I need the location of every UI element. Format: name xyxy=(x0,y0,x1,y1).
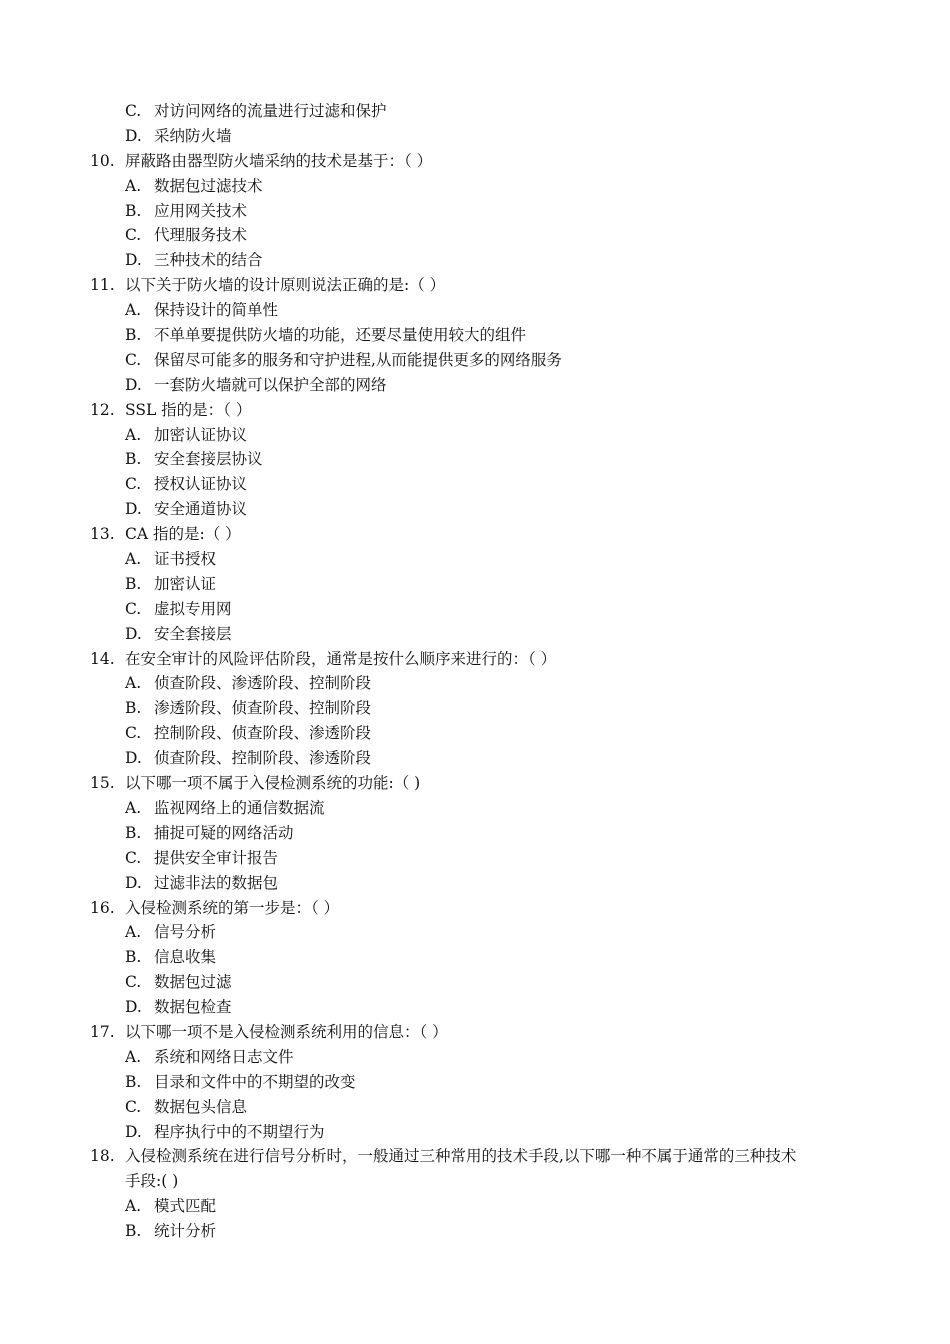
option-letter: A. xyxy=(125,674,142,693)
option-line xyxy=(0,597,950,622)
option-letter: B. xyxy=(125,201,142,220)
option-letter: D. xyxy=(125,998,142,1017)
option-text: 模式匹配 xyxy=(154,1197,217,1216)
option-text: 监视网络上的通信数据流 xyxy=(154,798,325,817)
option-line xyxy=(0,1219,950,1244)
option-letter: C. xyxy=(125,475,142,494)
option-line xyxy=(0,746,950,771)
option-line xyxy=(0,796,950,821)
option-line xyxy=(0,373,950,398)
question-number: 18. xyxy=(90,1147,115,1166)
option-line xyxy=(0,671,950,696)
option-text: 保留尽可能多的服务和守护进程,从而能提供更多的网络服务 xyxy=(154,350,562,369)
question-text: 在安全审计的风险评估阶段，通常是按什么顺序来进行的：（ ） xyxy=(125,649,557,668)
option-line xyxy=(0,497,950,522)
option-letter: C. xyxy=(125,1097,142,1116)
question-text: SSL 指的是：（ ） xyxy=(125,400,252,419)
option-text: 信号分析 xyxy=(154,923,217,942)
option-line xyxy=(0,970,950,995)
option-letter: A. xyxy=(125,176,142,195)
option-letter: B. xyxy=(125,450,142,469)
option-text: 目录和文件中的不期望的改变 xyxy=(154,1072,356,1091)
option-text: 捕捉可疑的网络活动 xyxy=(154,823,294,842)
question-text: 以下哪一项不属于入侵检测系统的功能:（ ) xyxy=(125,774,421,793)
question-number: 17. xyxy=(90,1022,115,1041)
option-text: 安全套接层 xyxy=(154,624,232,643)
option-letter: B. xyxy=(125,823,142,842)
option-text: 侦查阶段、控制阶段、渗透阶段 xyxy=(154,749,372,768)
option-text: 对访问网络的流量进行过滤和保护 xyxy=(154,102,387,120)
option-line xyxy=(0,323,950,348)
option-letter: C. xyxy=(125,599,142,618)
question-number: 13. xyxy=(90,525,115,544)
question-line xyxy=(0,149,950,174)
option-letter: B. xyxy=(125,699,142,718)
option-line xyxy=(0,1194,950,1219)
option-line xyxy=(0,298,950,323)
option-letter: A. xyxy=(125,301,142,320)
option-letter: A. xyxy=(125,798,142,817)
option-text: 渗透阶段、侦查阶段、控制阶段 xyxy=(154,699,372,718)
option-text: 系统和网络日志文件 xyxy=(154,1047,294,1066)
option-line xyxy=(0,821,950,846)
option-text: 数据包检查 xyxy=(154,998,232,1017)
question-number: 10. xyxy=(90,151,115,170)
option-line xyxy=(0,199,950,224)
option-letter: B. xyxy=(125,1072,142,1091)
option-letter: C. xyxy=(125,350,142,369)
option-text: 安全套接层协议 xyxy=(154,450,263,469)
option-letter: D. xyxy=(125,375,142,394)
question-text: 入侵检测系统的第一步是：（ ） xyxy=(125,898,340,917)
option-line xyxy=(0,1095,950,1120)
option-letter: C. xyxy=(125,973,142,992)
question-number: 11. xyxy=(90,276,115,295)
option-letter: A. xyxy=(125,923,142,942)
question-text-continuation: 手段:( ) xyxy=(125,1172,179,1191)
question-line xyxy=(0,771,950,796)
option-text: 统计分析 xyxy=(154,1222,217,1241)
option-line xyxy=(0,447,950,472)
option-letter: A. xyxy=(125,550,142,569)
option-letter: D. xyxy=(125,126,142,145)
question-line xyxy=(0,1020,950,1045)
question-text: 以下哪一项不是入侵检测系统利用的信息：（ ） xyxy=(125,1022,448,1041)
option-letter: B. xyxy=(125,1222,142,1241)
option-line xyxy=(0,572,950,597)
question-text: 屏蔽路由器型防火墙采纳的技术是基于：（ ） xyxy=(125,151,433,170)
option-line xyxy=(0,1045,950,1070)
option-text: 提供安全审计报告 xyxy=(154,848,279,867)
option-line xyxy=(0,99,950,124)
option-line xyxy=(0,223,950,248)
option-line xyxy=(0,174,950,199)
question-number: 12. xyxy=(90,400,115,419)
option-letter: D. xyxy=(125,624,142,643)
option-letter: D. xyxy=(125,873,142,892)
option-text: 数据包头信息 xyxy=(154,1097,248,1116)
option-letter: D. xyxy=(125,251,142,270)
option-letter: A. xyxy=(125,1047,142,1066)
option-line xyxy=(0,995,950,1020)
option-text: 授权认证协议 xyxy=(154,475,248,494)
option-line xyxy=(0,348,950,373)
option-letter: D. xyxy=(125,1122,142,1141)
option-letter: C. xyxy=(125,226,142,245)
option-letter: A. xyxy=(125,1197,142,1216)
option-text: 代理服务技术 xyxy=(154,226,248,245)
question-line xyxy=(0,398,950,423)
option-line xyxy=(0,696,950,721)
option-text: 加密认证协议 xyxy=(154,425,248,444)
document-page xyxy=(0,99,950,1244)
option-text: 一套防火墙就可以保护全部的网络 xyxy=(154,375,387,394)
option-line xyxy=(0,721,950,746)
question-line xyxy=(0,273,950,298)
option-letter: B. xyxy=(125,326,142,345)
option-text: 证书授权 xyxy=(154,550,217,569)
question-continuation-line xyxy=(0,1169,950,1194)
question-text: 以下关于防火墙的设计原则说法正确的是:（ ） xyxy=(125,276,446,295)
option-letter: D. xyxy=(125,749,142,768)
option-text: 加密认证 xyxy=(154,574,217,593)
question-line xyxy=(0,896,950,921)
option-text: 程序执行中的不期望行为 xyxy=(154,1122,325,1141)
option-text: 过滤非法的数据包 xyxy=(154,873,279,892)
option-line xyxy=(0,1120,950,1145)
option-line xyxy=(0,472,950,497)
option-line xyxy=(0,871,950,896)
option-text: 数据包过滤技术 xyxy=(154,176,263,195)
option-letter: C. xyxy=(125,848,142,867)
question-text: CA 指的是:（ ） xyxy=(125,525,241,544)
option-text: 保持设计的简单性 xyxy=(154,301,279,320)
option-line xyxy=(0,124,950,149)
option-letter: B. xyxy=(125,948,142,967)
option-text: 采纳防火墙 xyxy=(154,126,232,145)
question-line xyxy=(0,1144,950,1169)
option-text: 不单单要提供防火墙的功能，还要尽量使用较大的组件 xyxy=(154,326,527,345)
option-text: 应用网关技术 xyxy=(154,201,248,220)
option-letter: A. xyxy=(125,425,142,444)
option-text: 侦查阶段、渗透阶段、控制阶段 xyxy=(154,674,372,693)
option-text: 安全通道协议 xyxy=(154,500,248,519)
question-line xyxy=(0,522,950,547)
question-number: 15. xyxy=(90,774,115,793)
question-text: 入侵检测系统在进行信号分析时，一般通过三种常用的技术手段,以下哪一种不属于通常的三种技术 xyxy=(125,1147,797,1166)
option-letter: D. xyxy=(125,500,142,519)
option-text: 虚拟专用网 xyxy=(154,599,232,618)
option-letter: B. xyxy=(125,574,142,593)
question-number: 14. xyxy=(90,649,115,668)
option-line xyxy=(0,1070,950,1095)
option-line xyxy=(0,547,950,572)
option-letter: C. xyxy=(125,724,142,743)
option-letter: C. xyxy=(125,102,142,120)
option-line xyxy=(0,945,950,970)
option-line xyxy=(0,846,950,871)
option-text: 控制阶段、侦查阶段、渗透阶段 xyxy=(154,724,372,743)
option-line xyxy=(0,248,950,273)
option-text: 数据包过滤 xyxy=(154,973,232,992)
option-line xyxy=(0,920,950,945)
option-text: 三种技术的结合 xyxy=(154,251,263,270)
option-line xyxy=(0,622,950,647)
question-number: 16. xyxy=(90,898,115,917)
option-line xyxy=(0,423,950,448)
option-text: 信息收集 xyxy=(154,948,217,967)
question-line xyxy=(0,647,950,672)
